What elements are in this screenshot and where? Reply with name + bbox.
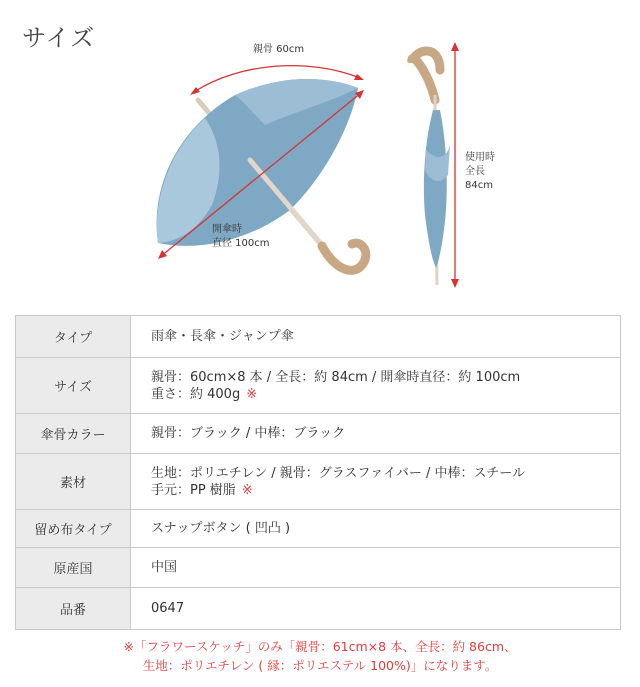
spec-value: スナップボタン ( 凹凸 ) xyxy=(131,510,621,548)
table-row xyxy=(16,548,621,588)
spec-key: 留め布タイプ xyxy=(16,510,131,548)
table-row xyxy=(16,358,621,414)
note-mark: ※ xyxy=(246,386,258,402)
spec-key: 品番 xyxy=(16,588,131,630)
spec-key: 原産国 xyxy=(16,548,131,588)
open-diameter-label-2: 直径 100cm xyxy=(212,238,270,249)
table-row xyxy=(16,414,621,454)
spec-value: 0647 xyxy=(131,588,621,630)
spec-value: 雨傘・長傘・ジャンプ傘 xyxy=(131,316,621,358)
spec-key: 傘骨カラー xyxy=(16,414,131,454)
footnote-line-1: ※「フラワースケッチ」のみ「親骨：61cm×8 本、全長：約 86cm、 xyxy=(123,639,517,654)
note-mark: ※ xyxy=(241,482,253,498)
footnote xyxy=(0,637,640,675)
table-row xyxy=(16,588,621,630)
table-row xyxy=(16,510,621,548)
table-row xyxy=(16,454,621,510)
open-diameter-label-1: 開傘時 xyxy=(212,224,242,235)
closed-umbrella-handle xyxy=(412,51,440,100)
closed-umbrella-body xyxy=(424,110,447,268)
total-length-label-1: 使用時 xyxy=(465,152,495,163)
spec-key: 素材 xyxy=(16,454,131,510)
spec-value: 親骨：60cm×8 本 / 全長：約 84cm / 開傘時直径：約 100cm 重さ：約 400g ※ xyxy=(131,358,621,414)
spec-table xyxy=(15,315,621,630)
spec-value: 生地：ポリエチレン / 親骨：グラスファイバー / 中棒：スチール 手元：PP 樹脂 ※ xyxy=(131,454,621,510)
spec-key: タイプ xyxy=(16,316,131,358)
total-length-label-2: 全長 xyxy=(465,166,485,177)
spec-value: 中国 xyxy=(131,548,621,588)
total-length-label-3: 84cm xyxy=(465,180,493,191)
umbrella-size-diagram xyxy=(0,0,640,300)
rib-length-label: 親骨 60cm xyxy=(253,44,305,55)
table-row xyxy=(16,316,621,358)
page-title: サイズ xyxy=(22,24,96,52)
spec-key: サイズ xyxy=(16,358,131,414)
spec-value: 親骨：ブラック / 中棒：ブラック xyxy=(131,414,621,454)
open-umbrella-handle xyxy=(322,243,366,270)
footnote-line-2: 生地：ポリエチレン ( 縁：ポリエステル 100%)」になります。 xyxy=(142,658,498,673)
